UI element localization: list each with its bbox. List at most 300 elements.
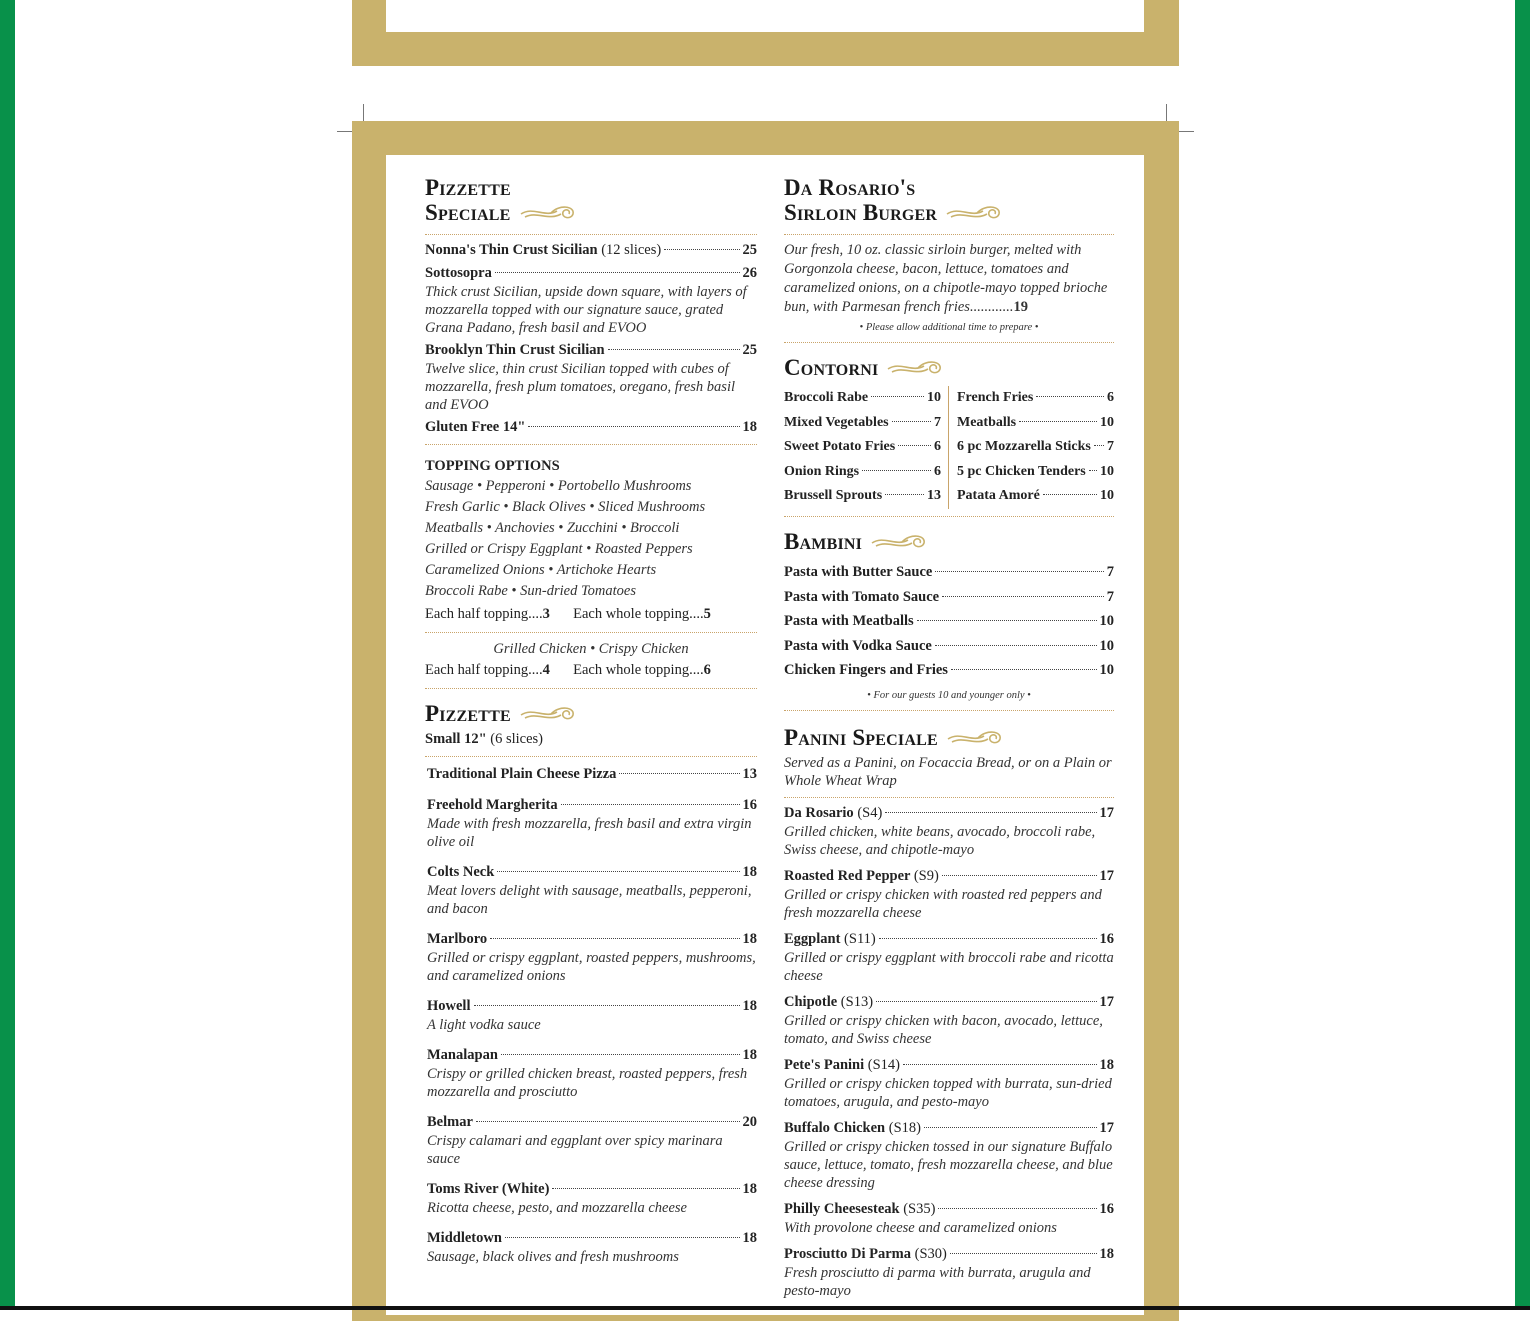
menu-item-name-text: Belmar — [427, 1114, 473, 1131]
chicken-half-topping-price: 4 — [542, 662, 550, 679]
menu-item-price: 18 — [1099, 1245, 1114, 1262]
menu-item — [427, 930, 757, 949]
topping-options-heading: TOPPING OPTIONS — [425, 458, 560, 475]
menu-item-name-text: Colts Neck — [427, 864, 495, 881]
half-topping-label: Each half topping.... — [425, 606, 543, 623]
menu-item-price: 18 — [742, 1230, 757, 1247]
leader-dots — [476, 1121, 740, 1122]
menu-item — [425, 418, 757, 437]
menu-item-description: Crispy or grilled chicken breast, roasted peppers, fresh mozzarella and prosciutto — [427, 1066, 748, 1101]
menu-item-name-text: Chicken Fingers and Fries — [784, 662, 948, 679]
side-item — [784, 411, 941, 436]
menu-item-extra: (S18) — [888, 1119, 921, 1136]
flourish-icon — [519, 703, 577, 728]
menu-item-name — [427, 796, 558, 815]
menu-item-price: 17 — [1099, 867, 1114, 884]
section-title-line: Pizzette — [425, 175, 511, 200]
menu-item-description: Crispy calamari and eggplant over spicy marinara sauce — [427, 1133, 723, 1168]
burger-description-text: Our fresh, 10 oz. classic sirloin burger, melted with Gorgonzola cheese, bacon, lettuce, tomatoes and caramelized onions, on a chipotle-mayo topped brioche bun, with Parmesan french fries — [784, 242, 1108, 316]
menu-item-name-text: Pasta with Tomato Sauce — [784, 588, 940, 605]
leader-dots — [942, 596, 1104, 597]
menu-item-price: 6 — [1107, 390, 1114, 406]
spacer — [427, 1217, 757, 1229]
bambini-note: • For our guests 10 and younger only • — [867, 689, 1031, 701]
menu-item-description: Sausage, black olives and fresh mushrooms — [427, 1249, 679, 1266]
menu-item-extra: (S11) — [844, 930, 876, 947]
menu-item-description: Grilled or crispy eggplant, roasted peppers, mushrooms, and caramelized onions — [427, 950, 756, 985]
menu-item-price: 25 — [742, 242, 757, 259]
leader-dots — [924, 1127, 1097, 1128]
menu-item — [784, 658, 1114, 683]
spacer — [784, 985, 1114, 993]
side-item — [957, 435, 1114, 460]
menu-item-price: 7 — [934, 414, 941, 430]
menu-item-name-text: Eggplant — [784, 930, 841, 947]
menu-item-price: 18 — [1099, 1056, 1114, 1073]
leader-dots — [505, 1237, 740, 1238]
burger-section — [784, 175, 1114, 343]
leader-dots — [942, 875, 1097, 876]
side-item — [957, 411, 1114, 436]
panini-list — [784, 804, 1114, 1308]
menu-item-name-text: Pasta with Meatballs — [784, 613, 914, 630]
flourish-icon — [945, 202, 1003, 227]
bambini-title — [784, 529, 1114, 556]
menu-item-price: 17 — [1099, 1119, 1114, 1136]
spacer — [427, 918, 757, 930]
menu-item-price: 17 — [1099, 804, 1114, 821]
crop-mark — [363, 104, 364, 121]
menu-item-name-text: Prosciutto Di Parma — [784, 1245, 911, 1262]
leader-dots — [1043, 494, 1097, 495]
menu-item-extra: (S30) — [914, 1245, 947, 1262]
menu-item-name — [427, 997, 471, 1016]
divider — [425, 444, 757, 445]
menu-item-name — [425, 241, 661, 260]
menu-item-price: 18 — [742, 1047, 757, 1064]
menu-item-description: Meat lovers delight with sausage, meatballs, pepperoni, and bacon — [427, 883, 752, 918]
menu-item-description: Grilled or crispy chicken with bacon, avocado, lettuce, tomato, and Swiss cheese — [784, 1012, 1103, 1047]
flourish-icon — [886, 357, 944, 382]
menu-item-price: 16 — [1099, 930, 1114, 947]
burger-note: • Please allow additional time to prepare • — [859, 322, 1039, 334]
menu-page-inner — [386, 155, 1144, 1315]
side-item — [784, 460, 941, 485]
leader-dots — [619, 773, 739, 774]
spacer — [427, 1168, 757, 1180]
menu-item-name — [784, 1056, 900, 1075]
menu-item-name — [784, 1119, 921, 1138]
leader-dots — [950, 1253, 1097, 1254]
menu-item-price: 18 — [742, 931, 757, 948]
menu-item — [784, 1056, 1114, 1075]
divider — [425, 234, 757, 235]
menu-item-name-text: Roasted Red Pepper — [784, 867, 911, 884]
side-item — [957, 484, 1114, 509]
leader-dots — [862, 470, 931, 471]
menu-item-extra: (S13) — [840, 993, 874, 1010]
spacer — [427, 1266, 757, 1278]
divider — [784, 797, 1114, 798]
menu-item-price: 13 — [742, 766, 757, 783]
bambini-list — [784, 560, 1114, 683]
menu-item-name — [784, 634, 932, 659]
menu-item-name-text: Onion Rings — [784, 463, 860, 479]
menu-item — [784, 1119, 1114, 1138]
menu-item-price: 6 — [934, 439, 941, 455]
menu-item-name-text: Toms River (White) — [427, 1181, 550, 1198]
divider — [425, 688, 757, 689]
divider — [784, 516, 1114, 517]
menu-item-name-text: Sottosopra — [425, 265, 492, 282]
leader-dots — [935, 645, 1097, 646]
leader-dots — [495, 272, 740, 273]
topping-options-line: Broccoli Rabe • Sun-dried Tomatoes — [425, 583, 637, 600]
menu-item-description: Twelve slice, thin crust Sicilian topped with cubes of mozzarella, fresh plum tomatoes, oregano, fresh basil and EVOO — [425, 361, 736, 414]
menu-item-name — [784, 993, 873, 1012]
side-item — [784, 435, 941, 460]
menu-item-description: A light vodka sauce — [427, 1017, 541, 1034]
pizzette-speciale-section — [425, 175, 757, 445]
flourish-icon — [519, 202, 577, 227]
menu-item-price: 10 — [927, 390, 941, 406]
menu-item-name-text: Pasta with Butter Sauce — [784, 564, 933, 581]
menu-item-description: Grilled or crispy chicken topped with burrata, sun-dried tomatoes, arugula, and pesto-mayo — [784, 1075, 1112, 1110]
menu-item-name-text: Sweet Potato Fries — [784, 439, 896, 455]
menu-item — [427, 1113, 757, 1132]
divider — [425, 756, 757, 757]
menu-item-name — [957, 386, 1033, 411]
menu-item-price: 25 — [742, 342, 757, 359]
menu-item-extra: (S4) — [857, 804, 883, 821]
menu-item-name — [784, 585, 939, 610]
right-green-border — [1515, 0, 1530, 1310]
whole-topping-price: 5 — [703, 606, 711, 623]
menu-item-price: 20 — [742, 1114, 757, 1131]
menu-item-name-text: Philly Cheesesteak — [784, 1200, 900, 1217]
menu-item-name — [784, 386, 868, 411]
leader-dots — [876, 1001, 1096, 1002]
flourish-icon — [870, 531, 928, 556]
spacer — [784, 1237, 1114, 1245]
menu-item-name — [957, 484, 1040, 509]
bambini-section — [784, 529, 1114, 711]
menu-item — [784, 1200, 1114, 1219]
pizzette-section — [425, 701, 757, 1278]
pizzette-size-name: Small 12" — [425, 731, 487, 748]
spacer — [427, 985, 757, 997]
menu-item-price: 16 — [1099, 1200, 1114, 1217]
menu-item-name — [784, 658, 948, 683]
leader-dots — [917, 620, 1097, 621]
menu-item-price: 10 — [1100, 463, 1114, 479]
panini-section — [784, 725, 1114, 1308]
menu-item-description: Grilled or crispy chicken with roasted red peppers and fresh mozzarella cheese — [784, 886, 1102, 921]
menu-item-name-text: Da Rosario — [784, 804, 854, 821]
topping-options-line: Caramelized Onions • Artichoke Hearts — [425, 562, 657, 579]
divider — [425, 632, 757, 633]
menu-item-name — [784, 804, 882, 823]
menu-item-name-text: Mixed Vegetables — [784, 414, 889, 430]
crop-mark — [337, 131, 352, 132]
leader-dots — [938, 1208, 1096, 1209]
menu-item — [427, 796, 757, 815]
menu-item-extra: (S14) — [867, 1056, 901, 1073]
menu-item — [784, 867, 1114, 886]
section-title-line: Contorni — [784, 355, 879, 381]
chicken-topping-options: Grilled Chicken • Crispy Chicken — [493, 641, 689, 658]
leader-dots — [490, 938, 739, 939]
pizzette-speciale-title — [425, 175, 757, 227]
topping-options-list — [425, 476, 757, 602]
menu-item — [427, 997, 757, 1016]
divider — [784, 710, 1114, 711]
leader-dots — [1094, 445, 1104, 446]
menu-item — [784, 804, 1114, 823]
menu-item-price: 13 — [927, 488, 941, 504]
contorni-section — [784, 355, 1114, 517]
menu-item-name — [784, 484, 882, 509]
section-title-line: Speciale — [425, 200, 511, 225]
left-column — [425, 175, 757, 1278]
menu-item-description: Grilled or crispy chicken tossed in our signature Buffalo sauce, lettuce, tomato, fresh mozzarella cheese, and blue cheese dressing — [784, 1138, 1113, 1191]
menu-item-name — [957, 411, 1016, 436]
menu-item-name-text: 5 pc Chicken Tenders — [957, 463, 1086, 479]
leader-dots — [879, 938, 1097, 939]
menu-item-name — [957, 435, 1091, 460]
leader-dots — [885, 812, 1096, 813]
menu-item — [784, 930, 1114, 949]
menu-item — [427, 1229, 757, 1248]
menu-item-description: Grilled or crispy eggplant with broccoli rabe and ricotta cheese — [784, 949, 1114, 984]
crop-mark — [1166, 104, 1167, 121]
menu-item-name-text: Traditional Plain Cheese Pizza — [427, 766, 617, 783]
burger-title — [784, 175, 1114, 227]
chicken-topping-price-line — [425, 660, 757, 681]
menu-item-name — [427, 765, 616, 784]
menu-item-name — [427, 863, 494, 882]
topping-options-line: Sausage • Pepperoni • Portobello Mushrooms — [425, 478, 692, 495]
section-title-line: Bambini — [784, 528, 863, 554]
menu-item-name-text: French Fries — [957, 390, 1034, 406]
panini-intro: Served as a Panini, on Focaccia Bread, or on a Plain or Whole Wheat Wrap — [784, 754, 1112, 789]
spacer — [427, 784, 757, 796]
menu-item-name-text: Patata Amoré — [957, 488, 1040, 504]
menu-item-description: With provolone cheese and caramelized onions — [784, 1219, 1057, 1236]
menu-item-name-text: 6 pc Mozzarella Sticks — [957, 439, 1091, 455]
leader-dots — [871, 396, 924, 397]
leader-dots — [885, 494, 924, 495]
menu-item — [784, 560, 1114, 585]
leader-dots — [903, 1064, 1096, 1065]
menu-item-price: 17 — [1099, 993, 1114, 1010]
menu-item-name — [784, 609, 914, 634]
menu-item — [784, 585, 1114, 610]
spacer — [427, 851, 757, 863]
leader-dots — [1036, 396, 1104, 397]
topping-options-line: Fresh Garlic • Black Olives • Sliced Mushrooms — [425, 499, 706, 516]
contorni-right-list — [949, 386, 1114, 509]
menu-item-name — [427, 1180, 549, 1199]
menu-item — [784, 609, 1114, 634]
spacer — [784, 859, 1114, 867]
menu-item-name-text: Pasta with Vodka Sauce — [784, 637, 932, 654]
menu-item-price: 10 — [1099, 637, 1114, 654]
menu-item-name — [784, 867, 939, 886]
menu-item-name — [425, 264, 492, 283]
menu-item-name — [784, 560, 932, 585]
spacer — [784, 922, 1114, 930]
menu-item-extra: (S35) — [903, 1200, 936, 1217]
menu-item-name-text: Brooklyn Thin Crust Sicilian — [425, 342, 605, 359]
leader-dots — [664, 249, 739, 250]
menu-item-price: 16 — [742, 797, 757, 814]
chicken-whole-topping-price: 6 — [703, 662, 711, 679]
menu-item — [784, 634, 1114, 659]
side-item — [784, 484, 941, 509]
menu-item-price: 10 — [1100, 414, 1114, 430]
divider — [784, 234, 1114, 235]
leader-dots — [474, 1005, 740, 1006]
topping-price-line — [425, 604, 757, 625]
contorni-left-list — [784, 386, 949, 509]
menu-item — [425, 341, 757, 360]
menu-item-description: Thick crust Sicilian, upside down square, with layers of mozzarella topped with our signature sauce, grated Grana Padano, fresh basil and EVOO — [425, 284, 747, 337]
menu-item-price: 10 — [1099, 613, 1114, 630]
menu-item-name-text: Chipotle — [784, 993, 838, 1010]
leader-dots — [552, 1188, 739, 1189]
menu-item-name-text: Buffalo Chicken — [784, 1119, 886, 1136]
menu-item-name — [784, 1245, 947, 1264]
menu-item — [784, 1245, 1114, 1264]
menu-item-description: Made with fresh mozzarella, fresh basil and extra virgin olive oil — [427, 816, 752, 851]
section-title-line: Pizzette — [425, 701, 511, 727]
menu-item — [425, 264, 757, 283]
leader-dots — [892, 421, 931, 422]
section-title-line: Sirloin Burger — [784, 200, 938, 225]
menu-item-name-text: Freehold Margherita — [427, 797, 558, 814]
leader-dots — [501, 1054, 740, 1055]
menu-item-description: Fresh prosciutto di parma with burrata, arugula and pesto-mayo — [784, 1264, 1091, 1299]
menu-item — [427, 1180, 757, 1199]
menu-item-price: 26 — [742, 265, 757, 282]
leader-dots — [898, 445, 931, 446]
menu-item-name-text: Marlboro — [427, 931, 488, 948]
section-title-line: Da Rosario's — [784, 175, 916, 200]
pizzette-title — [425, 701, 757, 728]
contorni-title — [784, 355, 1114, 382]
menu-item-price: 7 — [1106, 564, 1114, 581]
bottom-edge-line — [0, 1306, 1530, 1310]
menu-item — [427, 863, 757, 882]
half-topping-price: 3 — [542, 606, 550, 623]
leader-dots — [1089, 470, 1097, 471]
leader-dots — [497, 871, 739, 872]
menu-item-price: 18 — [742, 864, 757, 881]
contorni-list — [784, 386, 1114, 509]
menu-item-price: 10 — [1100, 488, 1114, 504]
section-title-line: Panini Speciale — [784, 724, 938, 750]
pizzette-size-extra: (6 slices) — [490, 731, 543, 748]
menu-item-name-text: Brussell Sprouts — [784, 488, 883, 504]
right-column — [784, 175, 1114, 1308]
pizzette-list — [425, 765, 757, 1278]
previous-menu-page — [352, 0, 1179, 66]
topping-options-section — [425, 457, 757, 689]
menu-item-price: 7 — [1106, 588, 1114, 605]
leader-dots — [561, 804, 740, 805]
pizzette-size — [425, 730, 757, 749]
menu-item-name-text: Nonna's Thin Crust Sicilian — [425, 242, 598, 259]
spacer — [784, 1111, 1114, 1119]
menu-item-name-text: Howell — [427, 998, 471, 1015]
menu-item-price: 10 — [1099, 662, 1114, 679]
menu-item-name — [784, 1200, 935, 1219]
topping-options-line: Meatballs • Anchovies • Zucchini • Broccoli — [425, 520, 680, 537]
menu-item-name-text: Meatballs — [957, 414, 1017, 430]
menu-item-name-text: Middletown — [427, 1230, 502, 1247]
menu-item-name — [784, 460, 859, 485]
leader-dots — [608, 349, 740, 350]
menu-item — [784, 993, 1114, 1012]
menu-page — [352, 121, 1179, 1321]
side-item — [957, 386, 1114, 411]
menu-item-description: Grilled chicken, white beans, avocado, broccoli rabe, Swiss cheese, and chipotle-mayo — [784, 823, 1096, 858]
spacer — [784, 1192, 1114, 1200]
menu-item-name — [425, 341, 605, 360]
menu-item-description: Ricotta cheese, pesto, and mozzarella cheese — [427, 1200, 687, 1217]
menu-item-name — [784, 411, 889, 436]
menu-item — [425, 241, 757, 260]
spacer — [427, 1101, 757, 1113]
menu-item-price: 18 — [742, 998, 757, 1015]
menu-item-price: 18 — [742, 419, 757, 436]
whole-topping-label: Each whole topping.... — [573, 606, 704, 623]
menu-item-extra: (12 slices) — [601, 242, 662, 259]
menu-item-name — [957, 460, 1086, 485]
burger-description: Our fresh, 10 oz. classic sirloin burger, melted with Gorgonzola cheese, bacon, lettuce, tomatoes and caramelized onions, on a chipotle-mayo topped brioche bun, with Parmesan french fries............19 — [784, 242, 1108, 316]
leader-dots — [1019, 421, 1097, 422]
menu-item-name — [427, 1046, 498, 1065]
menu-item-name — [784, 435, 895, 460]
spacer — [784, 1048, 1114, 1056]
side-item — [784, 386, 941, 411]
crop-mark — [1179, 131, 1194, 132]
chicken-whole-topping-label: Each whole topping.... — [573, 662, 704, 679]
side-item — [957, 460, 1114, 485]
left-green-border — [0, 0, 15, 1310]
leader-dots — [951, 669, 1097, 670]
menu-item — [427, 1046, 757, 1065]
divider — [784, 342, 1114, 343]
burger-price: 19 — [1013, 299, 1028, 316]
chicken-half-topping-label: Each half topping.... — [425, 662, 543, 679]
previous-page-inner — [386, 0, 1144, 32]
topping-options-line: Grilled or Crispy Eggplant • Roasted Peppers — [425, 541, 693, 558]
menu-item-name — [427, 1229, 502, 1248]
menu-item-name — [784, 930, 876, 949]
leader-dots — [528, 426, 739, 427]
menu-item-name — [425, 418, 525, 437]
menu-item-name — [427, 930, 487, 949]
panini-title — [784, 725, 1114, 752]
menu-item-name — [427, 1113, 473, 1132]
menu-item-price: 7 — [1107, 439, 1114, 455]
menu-item-extra: (S9) — [913, 867, 939, 884]
pizzette-speciale-list — [425, 241, 757, 437]
menu-item-name-text: Gluten Free 14" — [425, 419, 526, 436]
menu-item-name-text: Broccoli Rabe — [784, 390, 869, 406]
